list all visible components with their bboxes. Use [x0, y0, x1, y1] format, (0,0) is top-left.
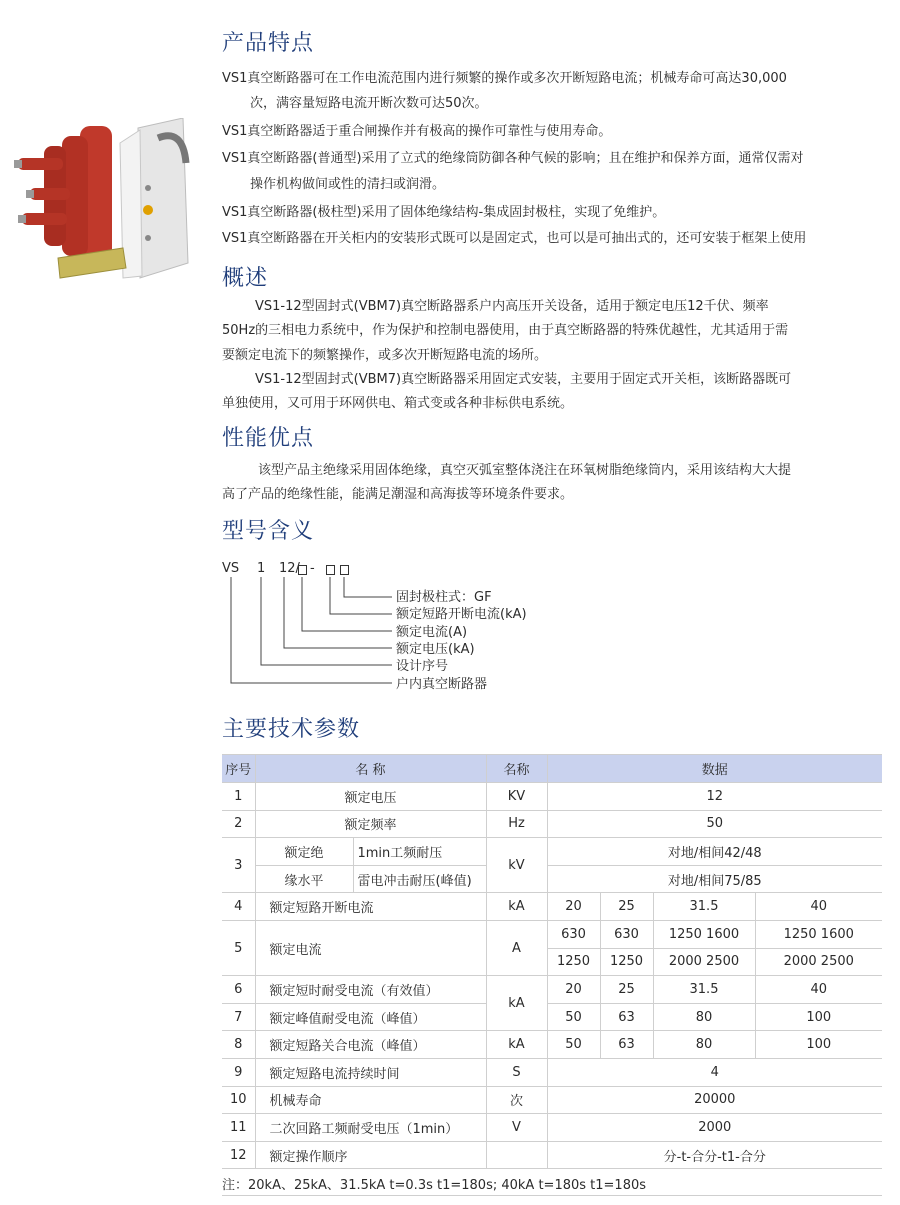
features-line-5: 操作机构做间或性的清扫或润滑。 — [250, 177, 446, 192]
table-row — [222, 1141, 882, 1169]
row-subname: 雷电冲击耐压(峰值) — [353, 865, 486, 893]
performance-line-1: 该型产品主绝缘采用固体绝缘，真空灭弧室整体浇注在环氧树脂绝缘筒内，采用该结构大大提 — [258, 463, 792, 478]
header-no: 序号 — [222, 755, 255, 783]
row-no: 4 — [222, 893, 255, 921]
model-label-gf: 固封极柱式：GF — [396, 590, 492, 605]
params-table — [222, 754, 882, 1169]
row-data: 2000 — [547, 1114, 882, 1142]
row-unit: 次 — [486, 1086, 547, 1114]
row-data: 12 — [547, 783, 882, 811]
row-cell: 80 — [653, 1031, 755, 1059]
overview-line-4: VS1-12型固封式(VBM7)真空断路器采用固定式安装，主要用于固定式开关柜，该断路器既可 — [255, 372, 792, 387]
row-no: 12 — [222, 1141, 255, 1169]
row-name: 机械寿命 — [255, 1086, 486, 1114]
features-line-1: VS1真空断路器可在工作电流范围内进行频繁的操作或多次开断短路电流；机械寿命可高达30,000 — [222, 71, 787, 86]
row-name: 额定峰值耐受电流（峰值） — [255, 1003, 486, 1031]
row-cell: 2000 2500 — [755, 948, 882, 976]
model-box-breaking — [326, 565, 335, 575]
row-no: 10 — [222, 1086, 255, 1114]
table-row — [222, 1114, 882, 1142]
row-name: 额定绝 — [255, 838, 353, 866]
row-no: 3 — [222, 838, 255, 893]
performance-line-2: 高了产品的绝缘性能，能满足潮湿和高海拔等环境条件要求。 — [222, 487, 574, 502]
table-header-row — [222, 755, 882, 783]
row-no: 1 — [222, 783, 255, 811]
performance-heading: 性能优点 — [222, 426, 315, 451]
row-cell: 80 — [653, 1003, 755, 1031]
overview-line-5: 单独使用，又可用于环网供电、箱式变或各种非标供电系统。 — [222, 396, 574, 411]
row-unit: Hz — [486, 810, 547, 838]
model-label-rated-current: 额定电流(A) — [396, 625, 468, 640]
row-no: 11 — [222, 1114, 255, 1142]
model-code-vs: VS — [222, 561, 240, 576]
table-row — [222, 1003, 882, 1031]
row-data: 对地/相间42/48 — [547, 838, 882, 866]
row-name: 额定短路电流持续时间 — [255, 1058, 486, 1086]
row-cell: 31.5 — [653, 976, 755, 1004]
row-name: 额定短路关合电流（峰值） — [255, 1031, 486, 1059]
table-row — [222, 1058, 882, 1086]
overview-heading: 概述 — [222, 266, 269, 291]
row-unit: V — [486, 1114, 547, 1142]
row-no: 9 — [222, 1058, 255, 1086]
row-unit: kA — [486, 893, 547, 921]
row-cell: 31.5 — [653, 893, 755, 921]
model-label-indoor: 户内真空断路器 — [396, 677, 488, 692]
row-cell: 100 — [755, 1031, 882, 1059]
row-cell: 25 — [600, 976, 653, 1004]
table-row — [222, 920, 882, 948]
row-name: 额定电流 — [255, 920, 486, 975]
row-data: 对地/相间75/85 — [547, 865, 882, 893]
row-cell: 630 — [600, 920, 653, 948]
overview-line-1: VS1-12型固封式(VBM7)真空断路器系户内高压开关设备，适用于额定电压12千伏、频率 — [255, 299, 769, 314]
row-cell: 63 — [600, 1031, 653, 1059]
model-label-breaking-current: 额定短路开断电流(kA) — [396, 607, 527, 622]
table-row — [222, 976, 882, 1004]
row-name: 二次回路工频耐受电压（1min） — [255, 1114, 486, 1142]
row-no: 6 — [222, 976, 255, 1004]
row-unit: kV — [486, 838, 547, 893]
row-no: 2 — [222, 810, 255, 838]
model-code-1: 1 — [257, 561, 266, 576]
row-name: 额定频率 — [255, 810, 486, 838]
table-row — [222, 810, 882, 838]
row-name: 额定操作顺序 — [255, 1141, 486, 1169]
model-box-current — [298, 565, 307, 575]
features-line-6: VS1真空断路器(极柱型)采用了固体绝缘结构-集成固封极柱，实现了免维护。 — [222, 205, 666, 220]
header-name: 名 称 — [255, 755, 486, 783]
features-line-2: 次，满容量短路电流开断次数可达50次。 — [250, 96, 488, 111]
overview-line-2: 50Hz的三相电力系统中，作为保护和控制电器使用，由于真空断路器的特殊优越性，尤其适用于需 — [222, 323, 789, 338]
row-data: 分-t-合分-t1-合分 — [547, 1141, 882, 1169]
row-no: 8 — [222, 1031, 255, 1059]
row-subname: 1min工频耐压 — [353, 838, 486, 866]
header-data: 数据 — [547, 755, 882, 783]
model-connector-lines — [222, 575, 402, 690]
note-divider — [222, 1195, 882, 1196]
model-code-12: 12/ — [279, 561, 300, 576]
row-cell: 20 — [547, 976, 600, 1004]
model-code-dash: - — [310, 561, 315, 576]
row-name: 额定短时耐受电流（有效值） — [255, 976, 486, 1004]
row-name: 缘水平 — [255, 865, 353, 893]
features-line-3: VS1真空断路器适于重合闸操作并有极高的操作可靠性与使用寿命。 — [222, 124, 612, 139]
row-cell: 1250 — [600, 948, 653, 976]
header-unit: 名称 — [486, 755, 547, 783]
row-cell: 40 — [755, 976, 882, 1004]
row-cell: 50 — [547, 1003, 600, 1031]
row-unit: KV — [486, 783, 547, 811]
row-cell: 1250 1600 — [653, 920, 755, 948]
row-data: 50 — [547, 810, 882, 838]
row-cell: 1250 — [547, 948, 600, 976]
features-line-4: VS1真空断路器(普通型)采用了立式的绝缘筒防御各种气候的影响；且在维护和保养方面，通常仅需对 — [222, 151, 804, 166]
vacuum-circuit-breaker-icon — [8, 118, 213, 288]
row-no: 7 — [222, 1003, 255, 1031]
row-cell: 1250 1600 — [755, 920, 882, 948]
model-label-design-no: 设计序号 — [396, 659, 449, 674]
row-cell: 100 — [755, 1003, 882, 1031]
table-row — [222, 783, 882, 811]
overview-line-3: 要额定电流下的频繁操作，或多次开断短路电流的场所。 — [222, 348, 548, 363]
row-unit: A — [486, 920, 547, 975]
row-unit — [486, 1141, 547, 1169]
row-name: 额定电压 — [255, 783, 486, 811]
params-heading: 主要技术参数 — [222, 717, 361, 742]
features-line-7: VS1真空断路器在开关柜内的安装形式既可以是固定式，也可以是可抽出式的，还可安装于框架上使用 — [222, 231, 807, 246]
row-data: 4 — [547, 1058, 882, 1086]
row-data: 20000 — [547, 1086, 882, 1114]
row-cell: 63 — [600, 1003, 653, 1031]
row-cell: 50 — [547, 1031, 600, 1059]
model-label-rated-voltage: 额定电压(kA) — [396, 642, 475, 657]
row-no: 5 — [222, 920, 255, 975]
row-cell: 25 — [600, 893, 653, 921]
features-heading: 产品特点 — [222, 31, 315, 56]
row-unit: kA — [486, 1031, 547, 1059]
row-cell: 630 — [547, 920, 600, 948]
table-row — [222, 893, 882, 921]
table-row — [222, 865, 882, 893]
row-cell: 40 — [755, 893, 882, 921]
row-name: 额定短路开断电流 — [255, 893, 486, 921]
table-row — [222, 1086, 882, 1114]
table-row — [222, 838, 882, 866]
row-cell: 2000 2500 — [653, 948, 755, 976]
row-cell: 20 — [547, 893, 600, 921]
model-box-gf — [340, 565, 349, 575]
params-note: 注：20kA、25kA、31.5kA t=0.3s t1=180s; 40kA t=180s t1=180s — [222, 1178, 647, 1193]
row-unit: S — [486, 1058, 547, 1086]
row-unit: kA — [486, 976, 547, 1031]
model-heading: 型号含义 — [222, 519, 315, 544]
table-row — [222, 1031, 882, 1059]
